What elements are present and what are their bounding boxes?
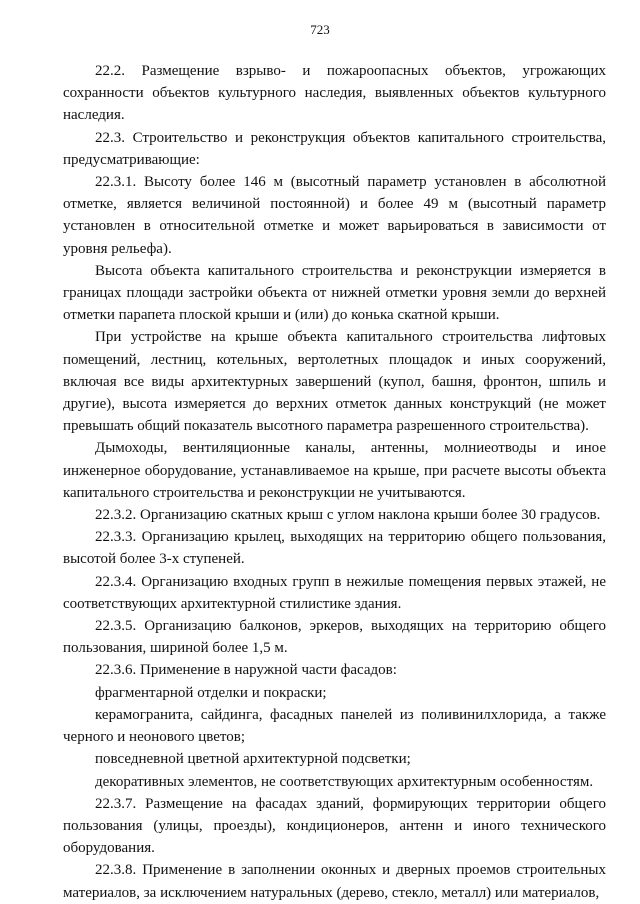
list-item-materials: керамогранита, сайдинга, фасадных панелей из поливинилхлорида, а также черного и неонового цветов;	[63, 706, 606, 746]
paragraph-22-3-7: 22.3.7. Размещение на фасадах зданий, формирующих территории общего пользования (улицы, проезды), кондиционеров, антенн и иного технического оборудования.	[63, 795, 606, 857]
document-body	[63, 60, 606, 904]
paragraph-22-3: 22.3. Строительство и реконструкция объектов капитального строительства, предусматривающие:	[63, 129, 606, 168]
list-item-lighting: повседневной цветной архитектурной подсветки;	[95, 751, 411, 768]
paragraph-height-measurement: Высота объекта капитального строительства и реконструкции измеряется в границах площади застройки объекта от нижней отметки уровня земли до верхней отметки парапета плоской крыши и (или) до конька скатной крыши.	[63, 262, 606, 324]
paragraph-22-3-2: 22.3.2. Организацию скатных крыш с углом наклона крыши более 30 градусов.	[95, 507, 601, 524]
paragraph-22-3-4: 22.3.4. Организацию входных групп в нежилые помещения первых этажей, не соответствующих архитектурной стилистике здания.	[63, 573, 606, 612]
paragraph-22-3-3: 22.3.3. Организацию крылец, выходящих на территорию общего пользования, высотой более 3-х ступеней.	[63, 529, 606, 568]
paragraph-chimneys: Дымоходы, вентиляционные каналы, антенны, молниеотводы и иное инженерное оборудование, устанавливаемое на крыше, при расчете высоты объекта капитального строительства и реконструкции не учитываются.	[63, 440, 606, 501]
paragraph-22-3-6: 22.3.6. Применение в наружной части фасадов:	[95, 662, 397, 679]
list-item-decorative: декоративных элементов, не соответствующих архитектурным особенностям.	[95, 773, 594, 790]
paragraph-roof-structures: При устройстве на крыше объекта капитального строительства лифтовых помещений, лестниц, котельных, вертолетных площадок и иных сооружений, включая все виды архитектурных завершений (купол, башня, фронтон, шпиль и другие), высота измеряется до верхних отметок данных конструкций (не может превышать общий показатель высотного параметра разрешенного строительства).	[63, 329, 606, 435]
paragraph-22-2: 22.2. Размещение взрыво- и пожароопасных объектов, угрожающих сохранности объектов культурного наследия, выявленных объектов культурного наследия.	[63, 63, 606, 124]
list-item-fragmentary-finish: фрагментарной отделки и покраски;	[95, 684, 327, 701]
paragraph-22-3-5: 22.3.5. Организацию балконов, эркеров, выходящих на территорию общего пользования, шириной более 1,5 м.	[63, 618, 606, 657]
page-number: 723	[310, 22, 330, 37]
paragraph-22-3-1: 22.3.1. Высоту более 146 м (высотный параметр установлен в абсолютной отметке, является величиной постоянной) и более 49 м (высотный параметр установлен в относительной отметке и может варьироваться в зависимости от уровня рельефа).	[63, 174, 606, 257]
paragraph-22-3-8: 22.3.8. Применение в заполнении оконных и дверных проемов строительных материалов, за исключением натуральных (дерево, стекло, металл) или материалов,	[63, 862, 606, 901]
